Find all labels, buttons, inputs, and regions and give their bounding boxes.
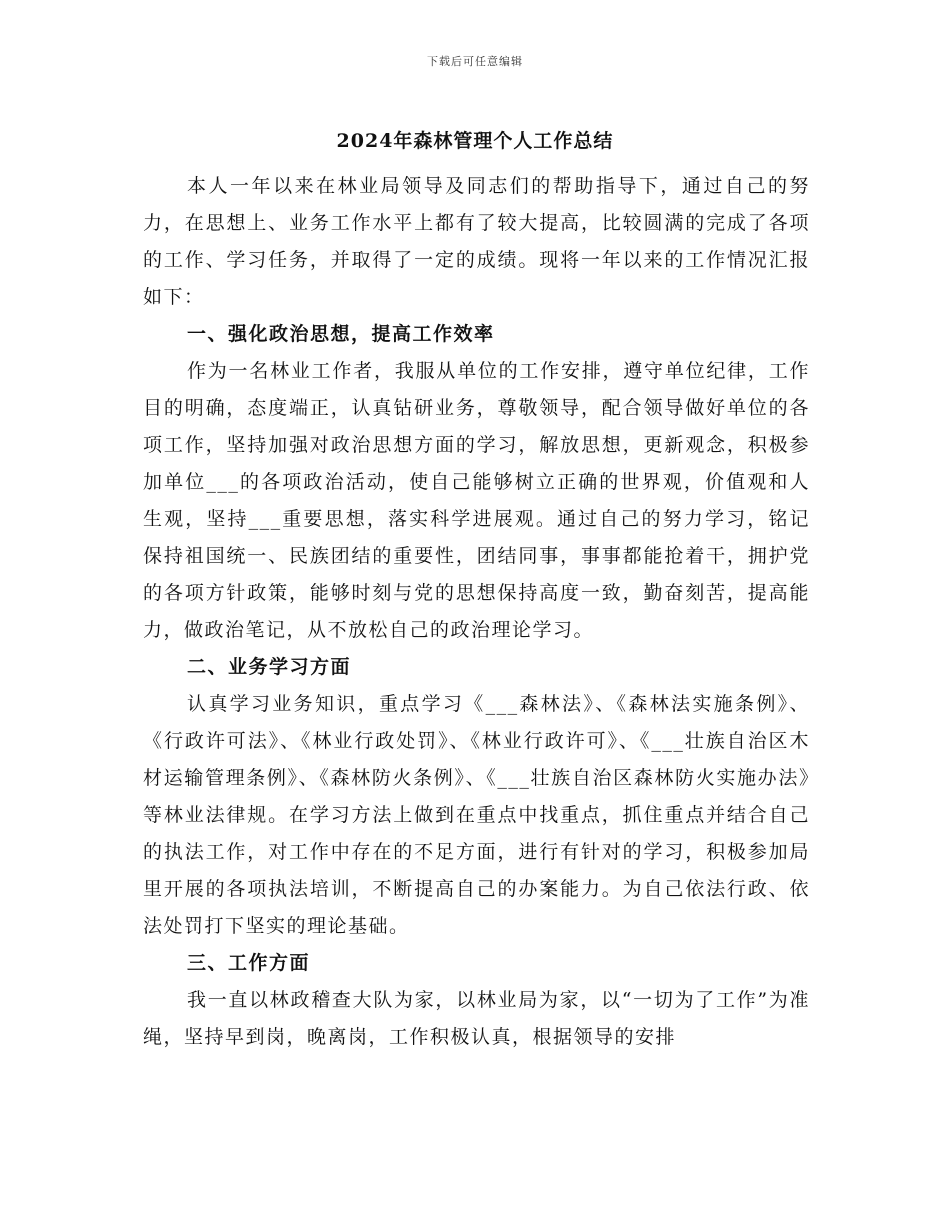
document-body <box>143 168 810 1056</box>
section-3-paragraph: 我一直以林政稽查大队为家，以林业局为家，以“一切为了工作”为准绳，坚持早到岗，晚离岗，工作积极认真，根据领导的安排 <box>143 989 810 1048</box>
section-2-paragraph: 认真学习业务知识，重点学习《___森林法》、《森林法实施条例》、《行政许可法》、《林业行政处罚》、《林业行政许可》、《___壮族自治区木材运输管理条例》、《森林防火条例》、《___壮族自治区森林防火实施办法》等林业法律规。在学习方法上做到在重点中找重点，抓住重点并结合自己的执法工作，对工作中存在的不足方面，进行有针对的学习，积极参加局里开展的各项执法培训，不断提高自己的办案能力。为自己依法行政、依法处罚打下坚实的理论基础。 <box>143 693 810 937</box>
header-note: 下载后可任意编辑 <box>427 55 523 68</box>
section-heading-3: 三、工作方面 <box>187 952 311 974</box>
section-1-paragraph: 作为一名林业工作者，我服从单位的工作安排，遵守单位纪律，工作目的明确，态度端正，认真钻研业务，尊敬领导，配合领导做好单位的各项工作，坚持加强对政治思想方面的学习，解放思想，更新观念，积极参加单位___的各项政治活动，使自己能够树立正确的世界观，价值观和人生观，坚持___重要思想，落实科学进展观。通过自己的努力学习，铭记保持祖国统一、民族团结的重要性，团结同事，事事都能抢着干，拥护党的各项方针政策，能够时刻与党的思想保持高度一致，勤奋刻苦，提高能力，做政治笔记，从不放松自己的政治理论学习。 <box>143 360 810 641</box>
section-heading-1: 一、强化政治思想，提高工作效率 <box>187 323 495 345</box>
intro-paragraph: 本人一年以来在林业局领导及同志们的帮助指导下，通过自己的努力，在思想上、业务工作水平上都有了较大提高，比较圆满的完成了各项的工作、学习任务，并取得了一定的成绩。现将一年以来的工作情况汇报如下： <box>143 175 810 308</box>
section-heading-2: 二、业务学习方面 <box>187 656 352 678</box>
document-title: 2024年森林管理个人工作总结 <box>336 130 614 152</box>
